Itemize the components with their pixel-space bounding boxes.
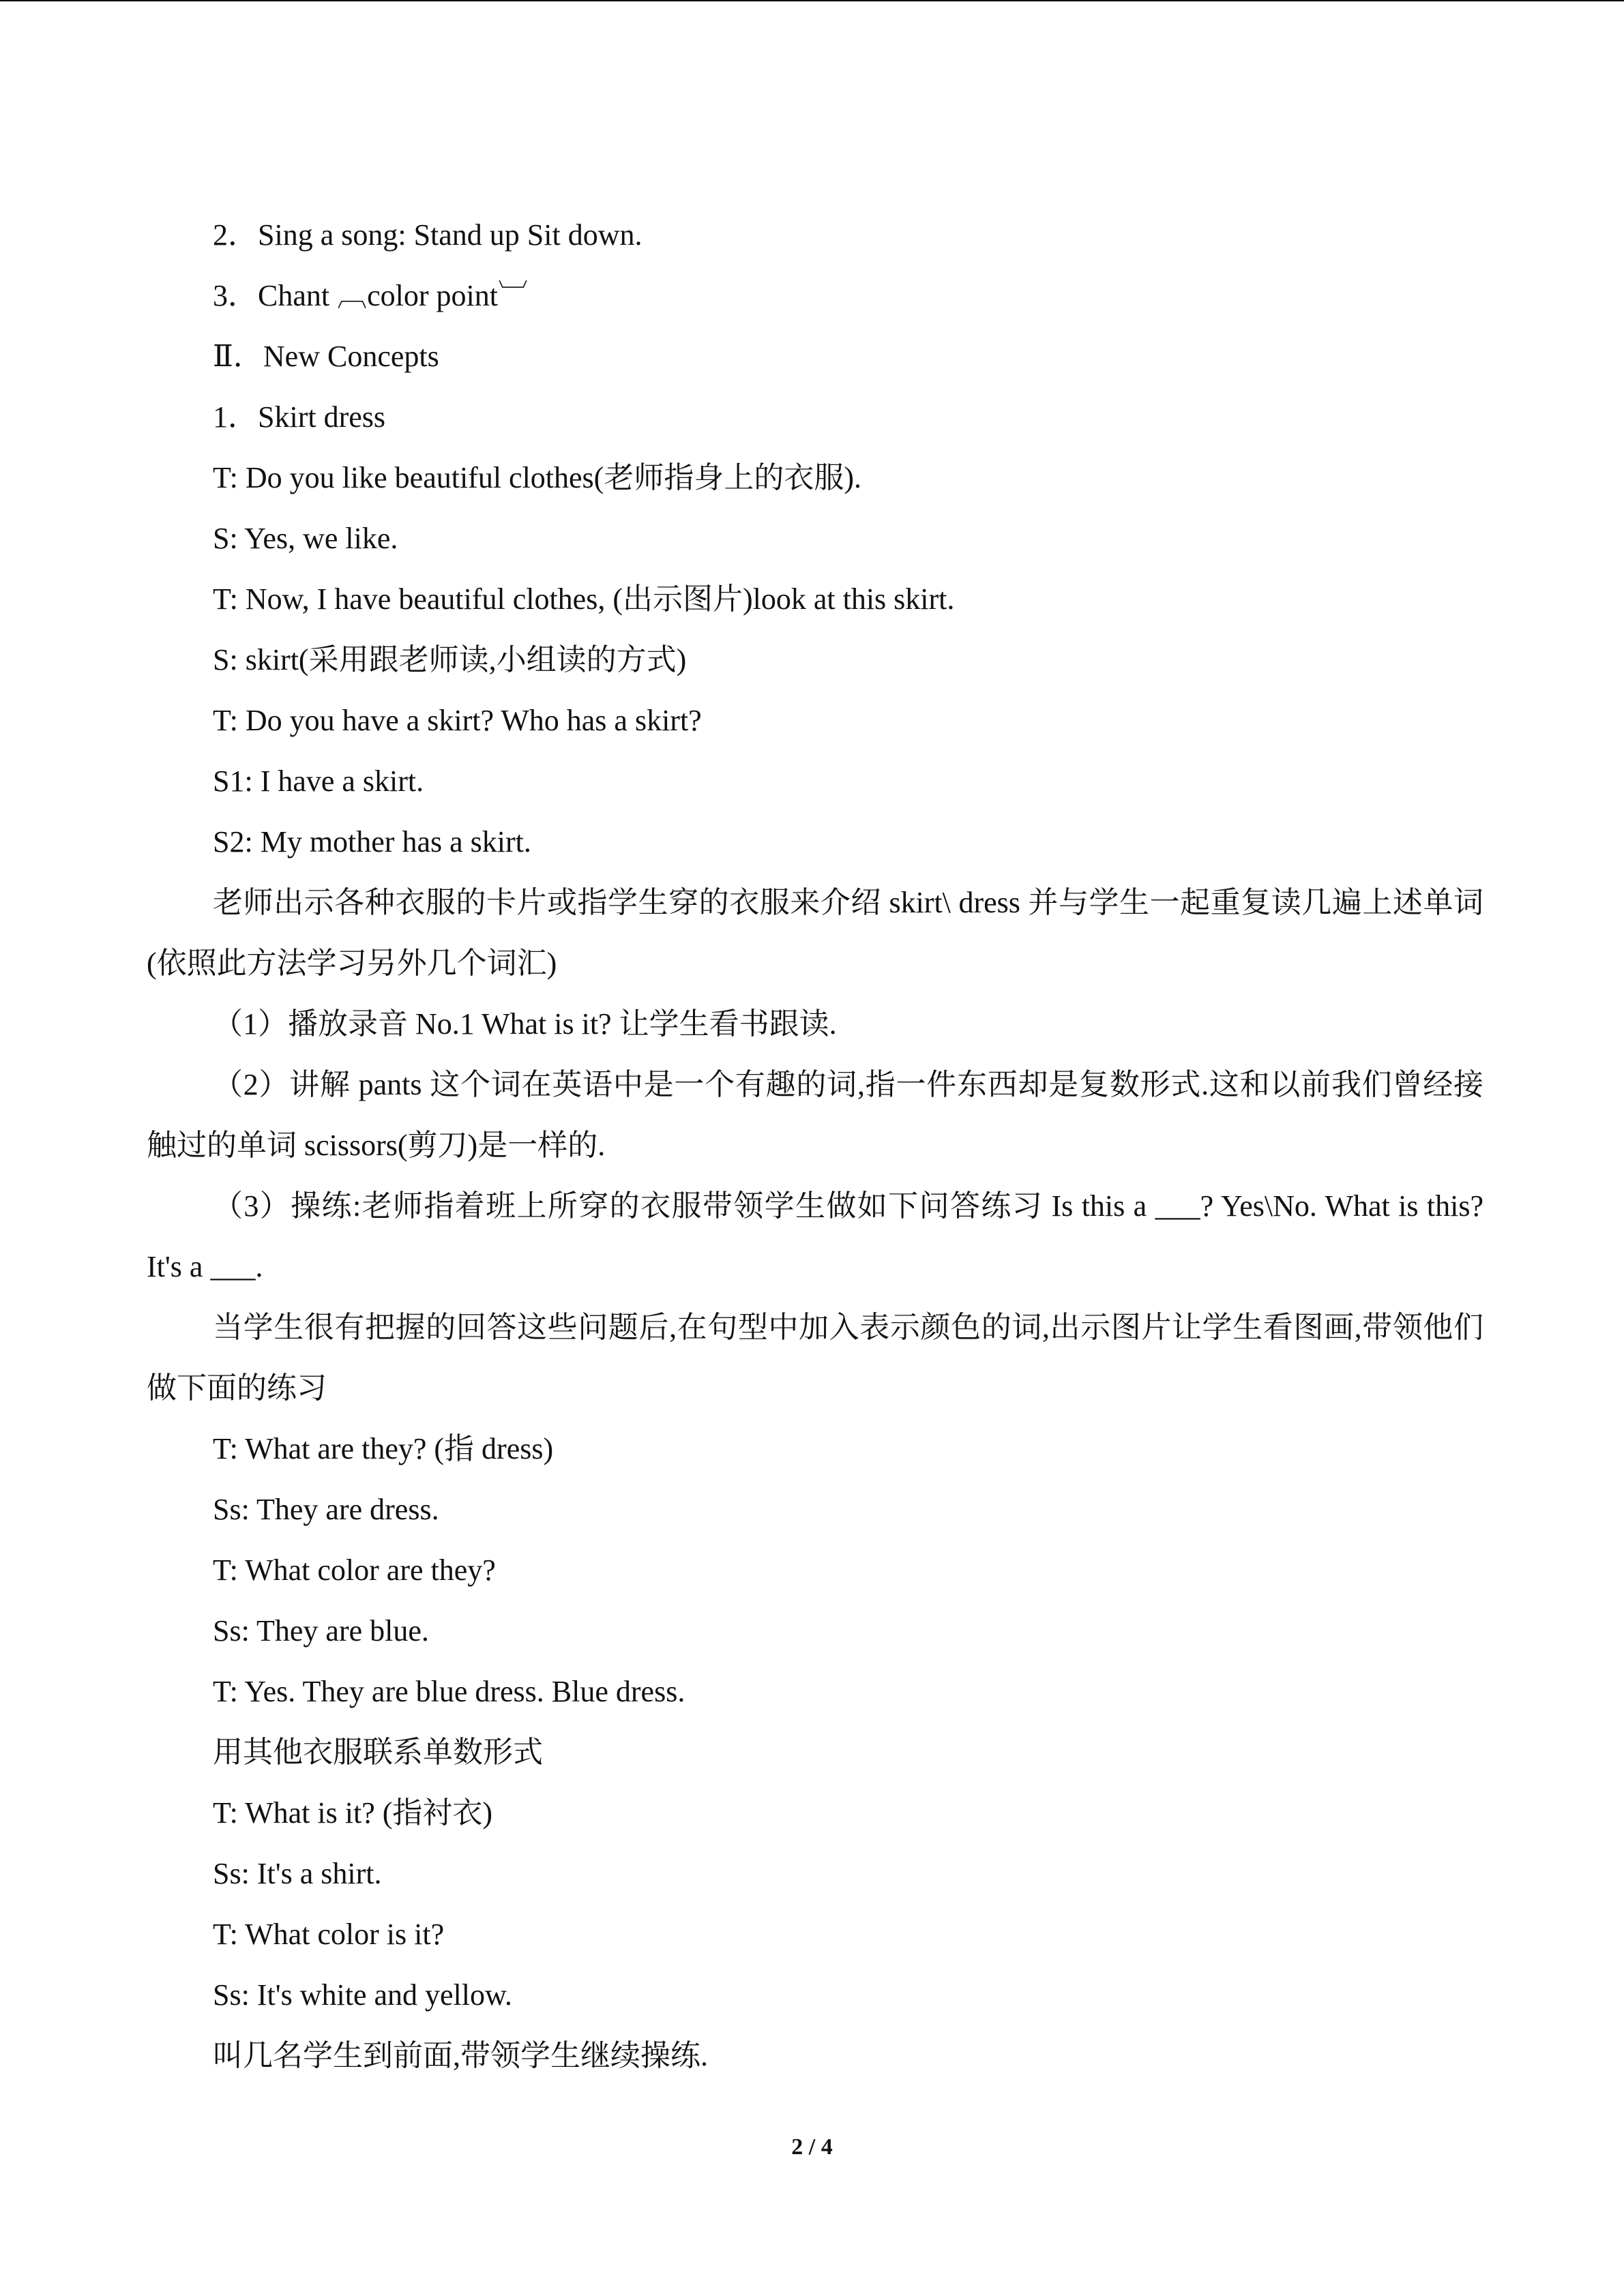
- paragraph: 当学生很有把握的回答这些问题后,在句型中加入表示颜色的词,出示图片让学生看图画,带领他们做下面的练习: [147, 1311, 1483, 1405]
- dialogue-line: S1: I have a skirt.: [213, 764, 424, 798]
- numbered-step: （1）播放录音 No.1 What is it? 让学生看书跟读.: [213, 1007, 837, 1041]
- text-line: 2．Sing a song: Stand up Sit down.: [213, 218, 643, 252]
- dialogue-line: T: What are they? (指 dress): [213, 1432, 554, 1465]
- text-line: 3．Chant ︹color point︺: [213, 279, 528, 312]
- dialogue-line: T: Yes. They are blue dress. Blue dress.: [213, 1675, 685, 1708]
- dialogue-line: Ss: They are dress.: [213, 1493, 439, 1526]
- dialogue-line: T: What is it? (指衬衣): [213, 1796, 493, 1830]
- subsection-heading: 1．Skirt dress: [213, 400, 385, 434]
- dialogue-line: Ss: It's a shirt.: [213, 1857, 382, 1890]
- numbered-step: （3）操练:老师指着班上所穿的衣服带领学生做如下问答练习 Is this a ___? Yes\No. What is this? It's a ___.: [147, 1189, 1483, 1283]
- dialogue-line: S: Yes, we like.: [213, 522, 398, 555]
- paragraph: 老师出示各种衣服的卡片或指学生穿的衣服来介绍 skirt\ dress 并与学生一起重复读几遍上述单词(依照此方法学习另外几个词汇): [147, 886, 1483, 980]
- dialogue-line: S2: My mother has a skirt.: [213, 825, 531, 859]
- dialogue-line: T: What color is it?: [213, 1918, 445, 1951]
- text-line: 叫几名学生到前面,带领学生继续操练.: [213, 2039, 708, 2072]
- section-heading: Ⅱ．New Concepts: [213, 340, 439, 373]
- page-number: 2 / 4: [791, 2134, 833, 2160]
- numbered-step: （2）讲解 pants 这个词在英语中是一个有趣的词,指一件东西却是复数形式.这和以前我们曾经接触过的单词 scissors(剪刀)是一样的.: [147, 1068, 1483, 1162]
- dialogue-line: T: Do you like beautiful clothes(老师指身上的衣服).: [213, 461, 861, 494]
- dialogue-line: T: What color are they?: [213, 1553, 496, 1587]
- dialogue-line: S: skirt(采用跟老师读,小组读的方式): [213, 643, 687, 676]
- dialogue-line: T: Now, I have beautiful clothes, (出示图片)look at this skirt.: [213, 582, 955, 616]
- dialogue-line: T: Do you have a skirt? Who has a skirt?: [213, 704, 702, 737]
- dialogue-line: Ss: They are blue.: [213, 1614, 429, 1648]
- page-body: [147, 205, 1483, 2086]
- dialogue-line: Ss: It's white and yellow.: [213, 1978, 512, 2012]
- text-line: 用其他衣服联系单数形式: [213, 1735, 543, 1769]
